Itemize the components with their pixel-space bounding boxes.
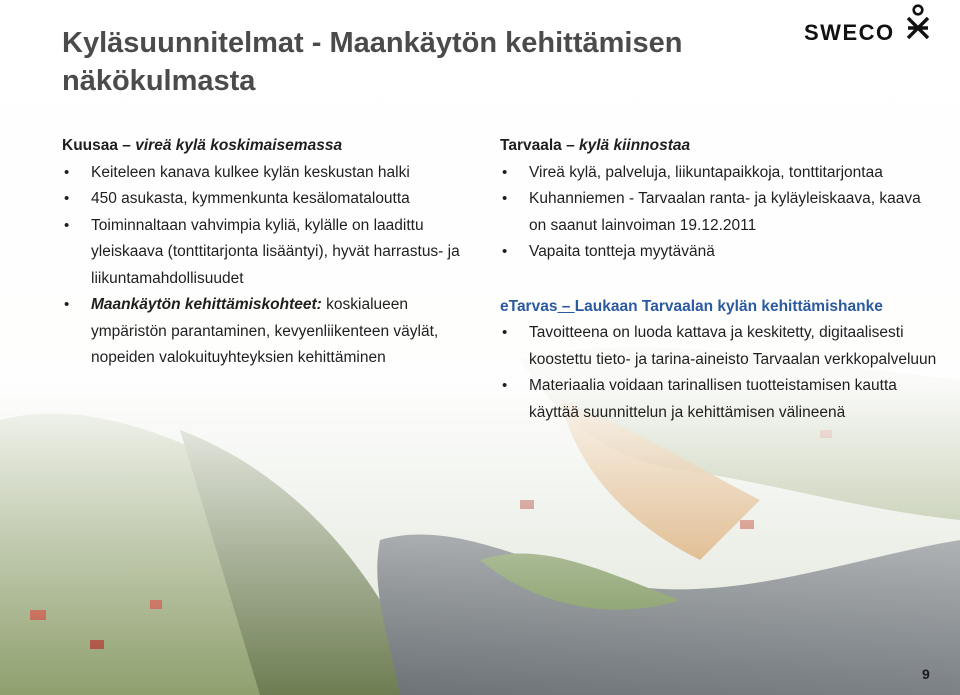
kuusaa-heading-separator: – [118,137,136,154]
sweco-logo-mark-icon [908,6,928,38]
list-item: • Materiaalia voidaan tarinallisen tuotteistamisen kautta käyttää suunnittelun ja kehittämisen välineenä [500,373,940,426]
tarvaala-place-name: Tarvaala [500,137,562,154]
list-item: • Keiteleen kanava kulkee kylän keskustan halki [62,160,482,187]
kuusaa-list [62,160,482,372]
list-item: • Vireä kylä, palveluja, liikuntapaikkoja, tonttitarjontaa [500,160,940,187]
maankaytto-label: Maankäytön kehittämiskohteet: [91,296,322,313]
tarvaala-list [500,160,940,266]
tarvaala-tagline: kylä kiinnostaa [579,137,691,154]
list-item: • Kuhanniemen - Tarvaalan ranta- ja kyläyleiskaava, kaava on saanut lainvoiman 19.12.2011 [500,186,940,239]
page-title: Kyläsuunnitelmat - Maankäytön kehittämisen näkökulmasta [62,27,683,97]
svg-text:SWECO: SWECO [804,20,895,45]
maankaytto-text: koskialueen ympäristön parantaminen, kevyenliikenteen väylät, nopeiden valokuituyhteyksien kehittäminen [91,296,439,366]
list-item: • Toiminnaltaan vahvimpia kyliä, kylälle on laadittu yleiskaava (tonttitarjonta lisääntyi), hyvät harrastus- ja liikuntamahdollisuudet [62,213,482,293]
list-item: • Tavoitteena on luoda kattava ja keskitetty, digitaalisesti koostettu tieto- ja tarina-aineisto Tarvaalan verkkopalveluun [500,320,940,373]
kuusaa-place-name: Kuusaa [62,137,118,154]
tarvaala-heading-separator: – [561,137,579,154]
etarvas-title: Laukaan Tarvaalan kylän kehittämishanke [574,297,883,315]
list-item: • Vapaita tontteja myytävänä [500,239,940,266]
tarvaala-section [500,133,940,426]
kuusaa-tagline: vireä kylä koskimaisemassa [135,137,343,154]
page-number: 9 [922,666,930,682]
tarvaala-heading [500,133,940,160]
etarvas-heading [500,294,940,321]
kuusaa-section [62,133,482,372]
list-item [62,292,482,372]
etarvas-prefix: eTarvas [500,297,558,315]
kuusaa-heading [62,133,482,160]
etarvas-dash: – [557,297,575,315]
sweco-logo [804,2,944,52]
etarvas-list [500,320,940,426]
list-item: • 450 asukasta, kymmenkunta kesälomataloutta [62,186,482,213]
